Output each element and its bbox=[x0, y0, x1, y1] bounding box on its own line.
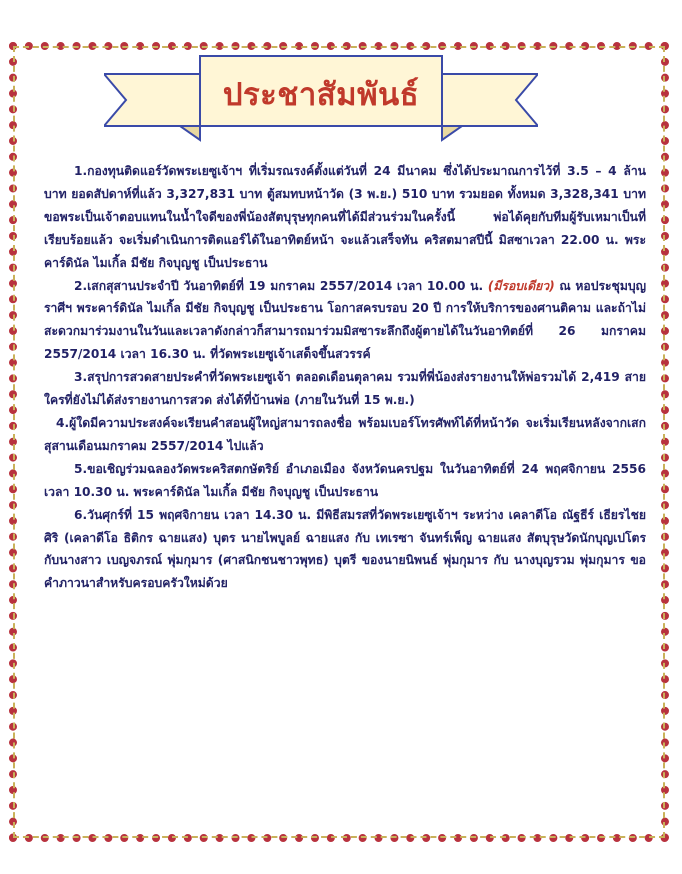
announcement-1 bbox=[44, 160, 646, 275]
announcement-body bbox=[44, 160, 646, 595]
announcement-2-highlight: (มีรอบเดียว) bbox=[487, 278, 555, 293]
page-title: ประชาสัมพันธ์ bbox=[222, 77, 420, 113]
announcement-6 bbox=[44, 504, 646, 596]
announcement-6-text: 6.วันศุกร์ที่ 15 พฤศจิกายน เวลา 14.30 น. มีพิธีสมรสที่วัดพระเยซูเจ้าฯ ระหว่าง เคลาดีโอ ณัฐธีร์ เธียรไชยศิริ (เคลาดีโอ ธิติกร ฉายแสง) บุตร นายไพบูลย์ ฉายแสง กับ เทเรซา จันทร์เพ็ญ ฉายแสง สัตบุรุษวัดนักบุญเปโตร กับนางสาว เบญจภรณ์ พุ่มกุมาร (ศาสนิกชนชาวพุทธ) บุตรี ของนายนิพนธ์ พุ่มกุมาร กับ นางบุญรวม พุ่มกุมาร ขอคำภาวนาสำหรับครอบครัวใหม่ด้วย bbox=[44, 507, 646, 591]
announcement-5 bbox=[44, 458, 646, 504]
announcement-3-text: 3.สรุปการสวดสายประคำที่วัดพระเยซูเจ้า ตลอดเดือนตุลาคม รวมที่พี่น้องส่งรายงานให้พ่อรวมได้ 2,419 สาย ใครที่ยังไม่ได้ส่งรายงานการสวด ส่งได้ที่บ้านพ่อ (ภายในวันที่ 15 พ.ย.) bbox=[44, 370, 646, 408]
announcement-3 bbox=[44, 366, 646, 412]
announcement-4 bbox=[44, 412, 646, 458]
title-banner bbox=[104, 46, 538, 142]
announcement-2-text-cont: ณ หอประชุมบุญราศีฯ พระคาร์ดินัล ไมเกิ้ล มีชัย กิจบุญชู เป็นประธาน โอกาสครบรอบ 20 ปี การให้บริการของศานติคาม และถ้าไม่สะดวกมาร่วมงานในวันและเวลาดังกล่าวก็สามารถมาร่วมมิสซาระลึกถึงผู้ตายได้ในวันอาทิตย์ที่ 26 มกราคม 2557/2014 เวลา 16.30 น. ที่วัดพระเยซูเจ้าเสด็จขึ้นสวรรค์ bbox=[44, 278, 646, 362]
announcement-2-text: 2.เสกสุสานประจำปี วันอาทิตย์ที่ 19 มกราคม 2557/2014 เวลา 10.00 น. bbox=[74, 278, 488, 293]
announcement-4-text: 4.ผู้ใดมีความประสงค์จะเรียนคำสอนผู้ใหญ่สามารถลงชื่อ พร้อมเบอร์โทรศัพท์ได้ที่หน้าวัด จะเริ่มเรียนหลังจากเสกสุสานเดือนมกราคม 2557/2014 ไปแล้ว bbox=[44, 415, 646, 453]
announcement-1-text: 1.กองทุนติดแอร์วัดพระเยซูเจ้าฯ ที่เริ่มรณรงค์ตั้งแต่วันที่ 24 มีนาคม ซึ่งได้ประมาณการไว้ที่ 3.5 – 4 ล้านบาท ยอดสัปดาห์ที่แล้ว 3,327,831 บาท ตู้สมทบหน้าวัด (3 พ.ย.) 510 บาท รวมยอด ทั้งหมด 3,328,341 บาท ขอพระเป็นเจ้าตอบแทนในน้ำใจดีของพี่น้องสัตบุรุษทุกคนที่ได้มีส่วนร่วมในครั้งนี้ พ่อได้คุยกับทีมผู้รับเหมาเป็นที่เรียบร้อยแล้ว จะเริ่มดำเนินการติดแอร์ได้ในอาทิตย์หน้า จะแล้วเสร็จทัน คริสตมาสปีนี้ มิสซาเวลา 22.00 น. พระคาร์ดินัล ไมเกิ้ล มีชัย กิจบุญชู เป็นประธาน bbox=[44, 164, 646, 270]
announcement-5-text: 5.ขอเชิญร่วมฉลองวัดพระคริสตกษัตริย์ อำเภอเมือง จังหวัดนครปฐม ในวันอาทิตย์ที่ 24 พฤศจิกายน 2556 เวลา 10.30 น. พระคาร์ดินัล ไมเกิ้ล มีชัย กิจบุญชู เป็นประธาน bbox=[44, 461, 646, 499]
announcement-2 bbox=[44, 275, 646, 367]
